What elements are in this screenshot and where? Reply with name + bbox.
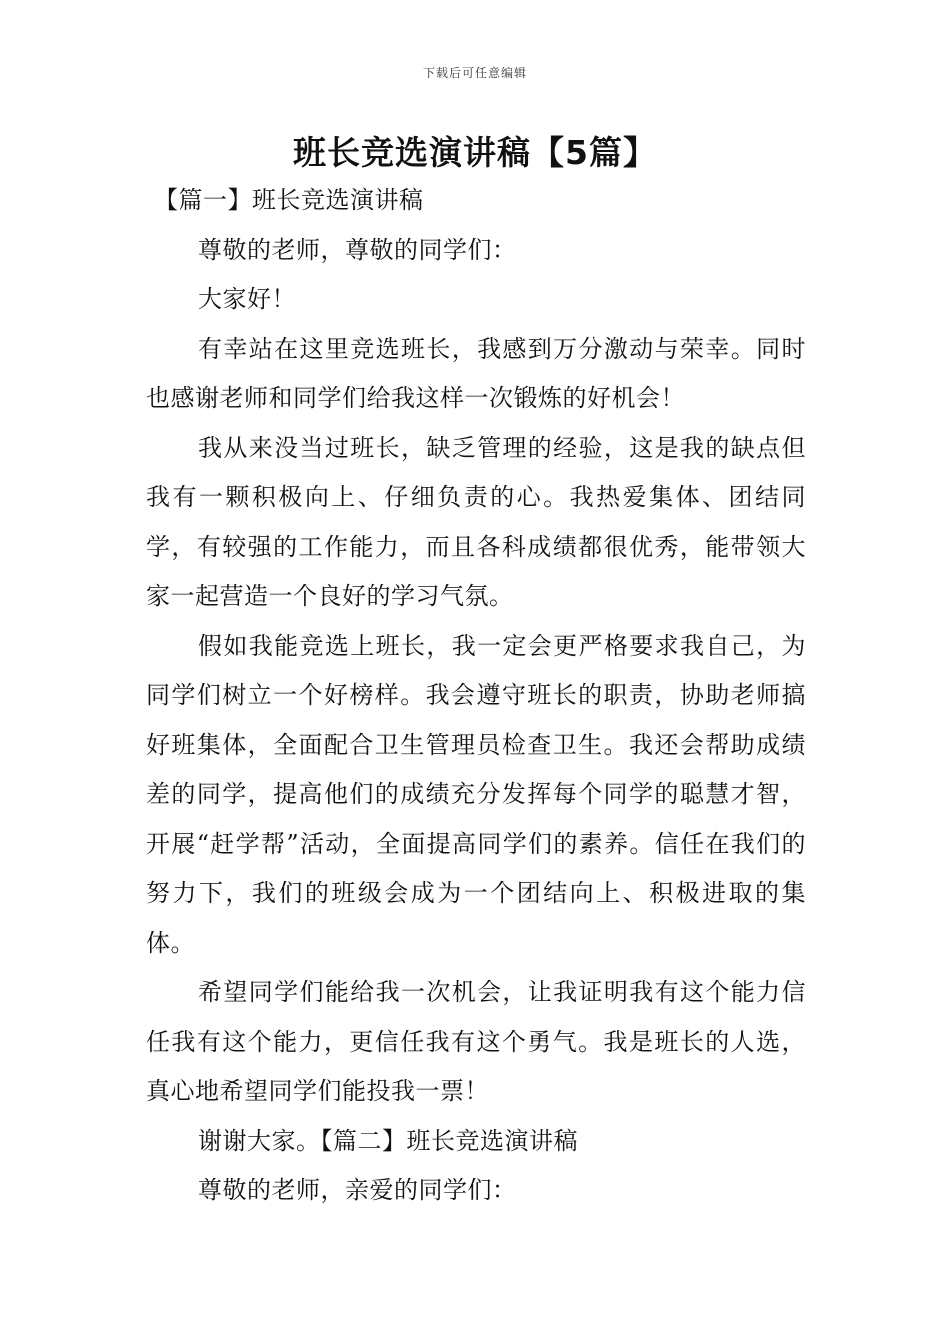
document-body <box>146 176 806 1216</box>
paragraph: 我从来没当过班长，缺乏管理的经验，这是我的缺点但我有一颗积极向上、仔细负责的心。我热爱集体、团结同学，有较强的工作能力，而且各科成绩都很优秀，能带领大家一起营造一个良好的学习气氛。 <box>146 433 806 610</box>
paragraph: 假如我能竞选上班长，我一定会更严格要求我自己，为同学们树立一个好榜样。我会遵守班长的职责，协助老师搞好班集体，全面配合卫生管理员检查卫生。我还会帮助成绩差的同学，提高他们的成绩充分发挥每个同学的聪慧才智，开展“赶学帮”活动，全面提高同学们的素养。信任在我们的努力下，我们的班级会成为一个团结向上、积极进取的集体。 <box>146 631 806 957</box>
paragraph-greeting: 大家好！ <box>198 285 296 313</box>
header-note: 下载后可任意编辑 <box>422 66 527 80</box>
paragraph-salutation: 尊敬的老师，尊敬的同学们： <box>198 235 517 264</box>
paragraph-salutation: 尊敬的老师，亲爱的同学们： <box>198 1176 517 1204</box>
paragraph: 有幸站在这里竞选班长，我感到万分激动与荣幸。同时也感谢老师和同学们给我这样一次锻炼的好机会！ <box>146 334 806 412</box>
paragraph: 希望同学们能给我一次机会，让我证明我有这个能力信任我有这个能力，更信任我有这个勇气。我是班长的人选，真心地希望同学们能投我一票！ <box>146 978 806 1105</box>
document-title: 班长竞选演讲稿【5篇】 <box>293 133 657 172</box>
paragraph-closing: 谢谢大家。【篇二】班长竞选演讲稿 <box>198 1126 578 1155</box>
section-heading: 【篇一】班长竞选演讲稿 <box>154 186 424 214</box>
